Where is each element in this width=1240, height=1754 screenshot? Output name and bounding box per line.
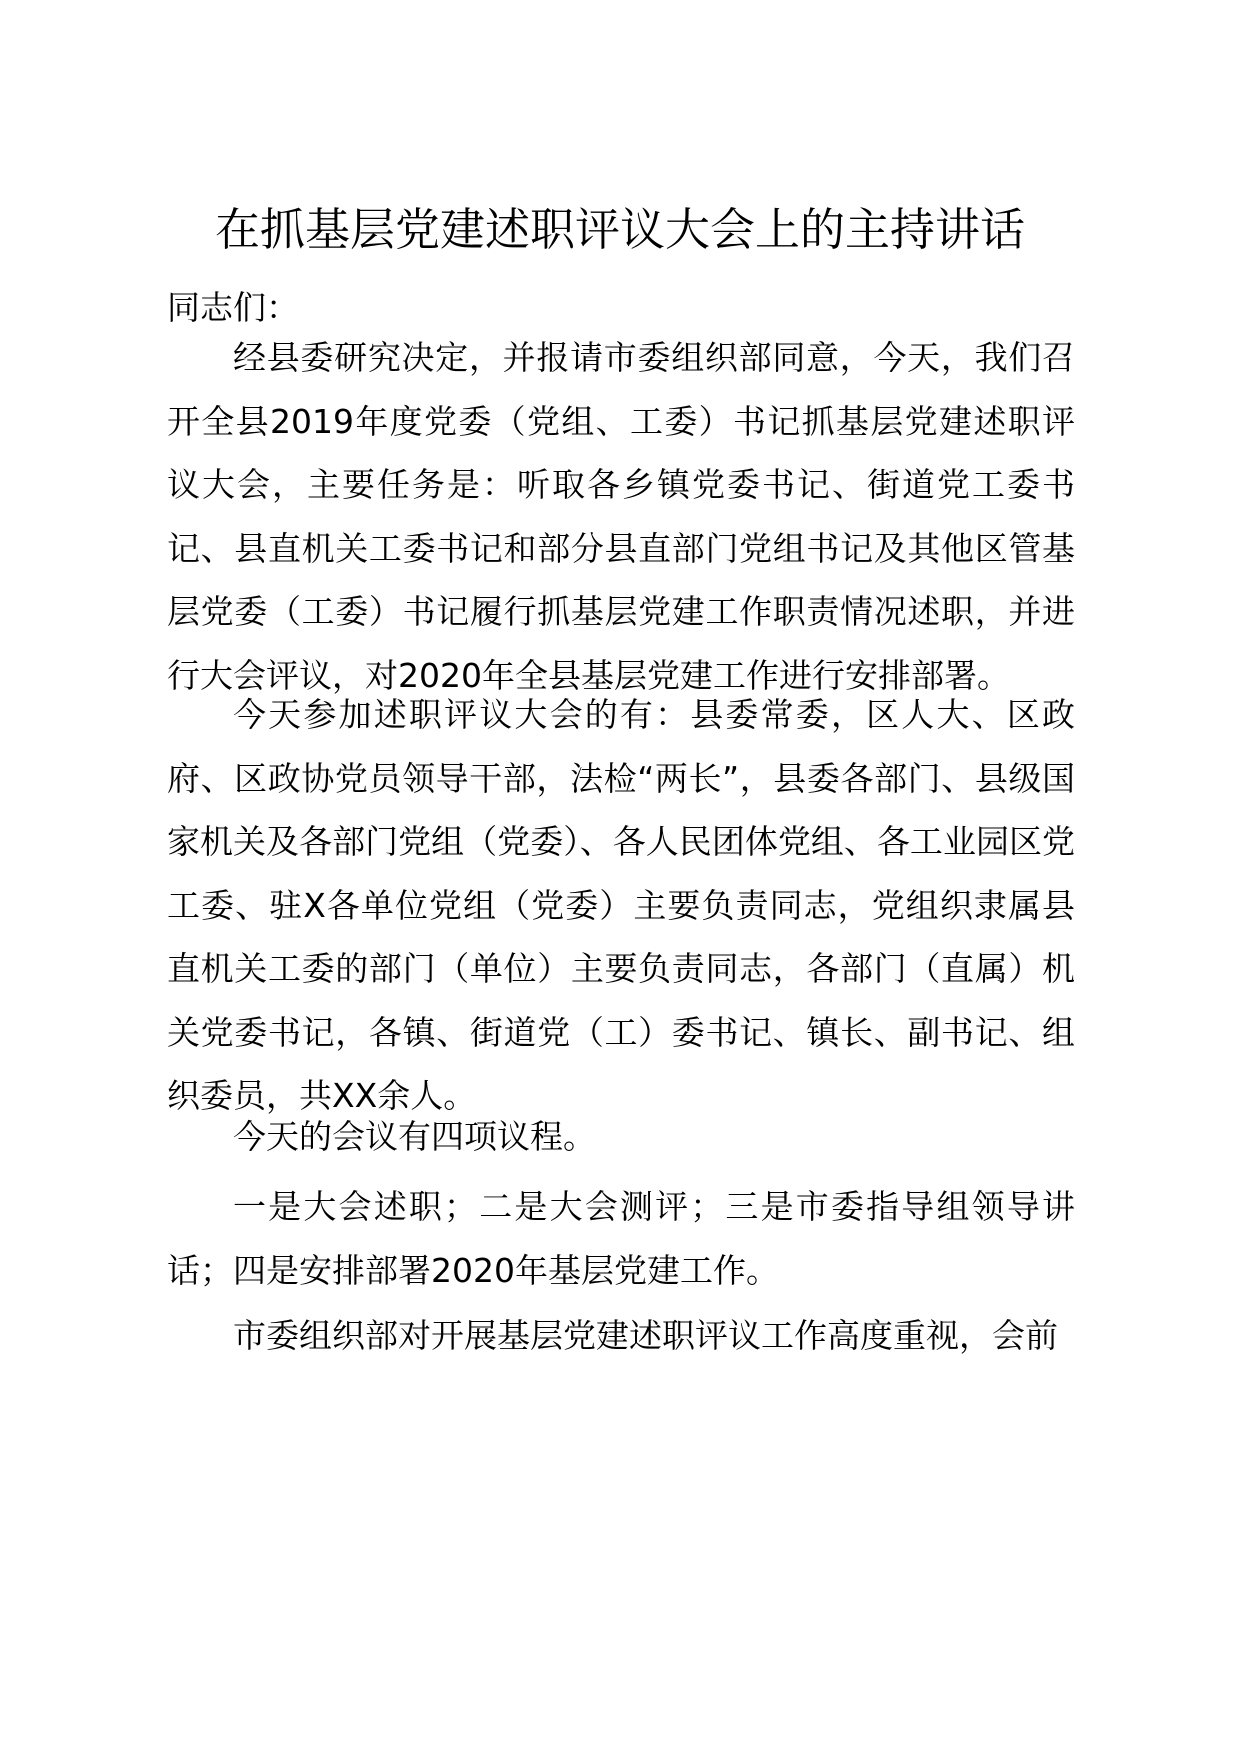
greeting: 同志们： <box>167 288 299 327</box>
paragraph-4: 一是大会述职；二是大会测评；三是市委指导组领导讲话；四是安排部署2020年基层党建工作。 <box>167 1187 1075 1290</box>
document-title: 在抓基层党建述职评议大会上的主持讲话 <box>214 203 1025 256</box>
paragraph-2: 今天参加述职评议大会的有：县委常委，区人大、区政府、区政协党员领导干部，法检“两长”，县委各部门、县级国家机关及各部门党组（党委）、各人民团体党组、各工业园区党工委、驻X各单位党组（党委）主要负责同志，党组织隶属县直机关工委的部门（单位）主要负责同志，各部门（直属）机关党委书记，各镇、街道党（工）委书记、镇长、副书记、组织委员，共XX余人。 <box>167 695 1075 1115</box>
paragraph-1: 经县委研究决定，并报请市委组织部同意，今天，我们召开全县2019年度党委（党组、工委）书记抓基层党建述职评议大会，主要任务是：听取各乡镇党委书记、街道党工委书记、县直机关工委书记和部分县直部门党组书记及其他区管基层党委（工委）书记履行抓基层党建工作职责情况述职，并进行大会评议，对2020年全县基层党建工作进行安排部署。 <box>167 338 1075 695</box>
paragraph-5: 市委组织部对开展基层党建述职评议工作高度重视，会前 <box>233 1316 1058 1355</box>
paragraph-3: 今天的会议有四项议程。 <box>233 1117 596 1156</box>
